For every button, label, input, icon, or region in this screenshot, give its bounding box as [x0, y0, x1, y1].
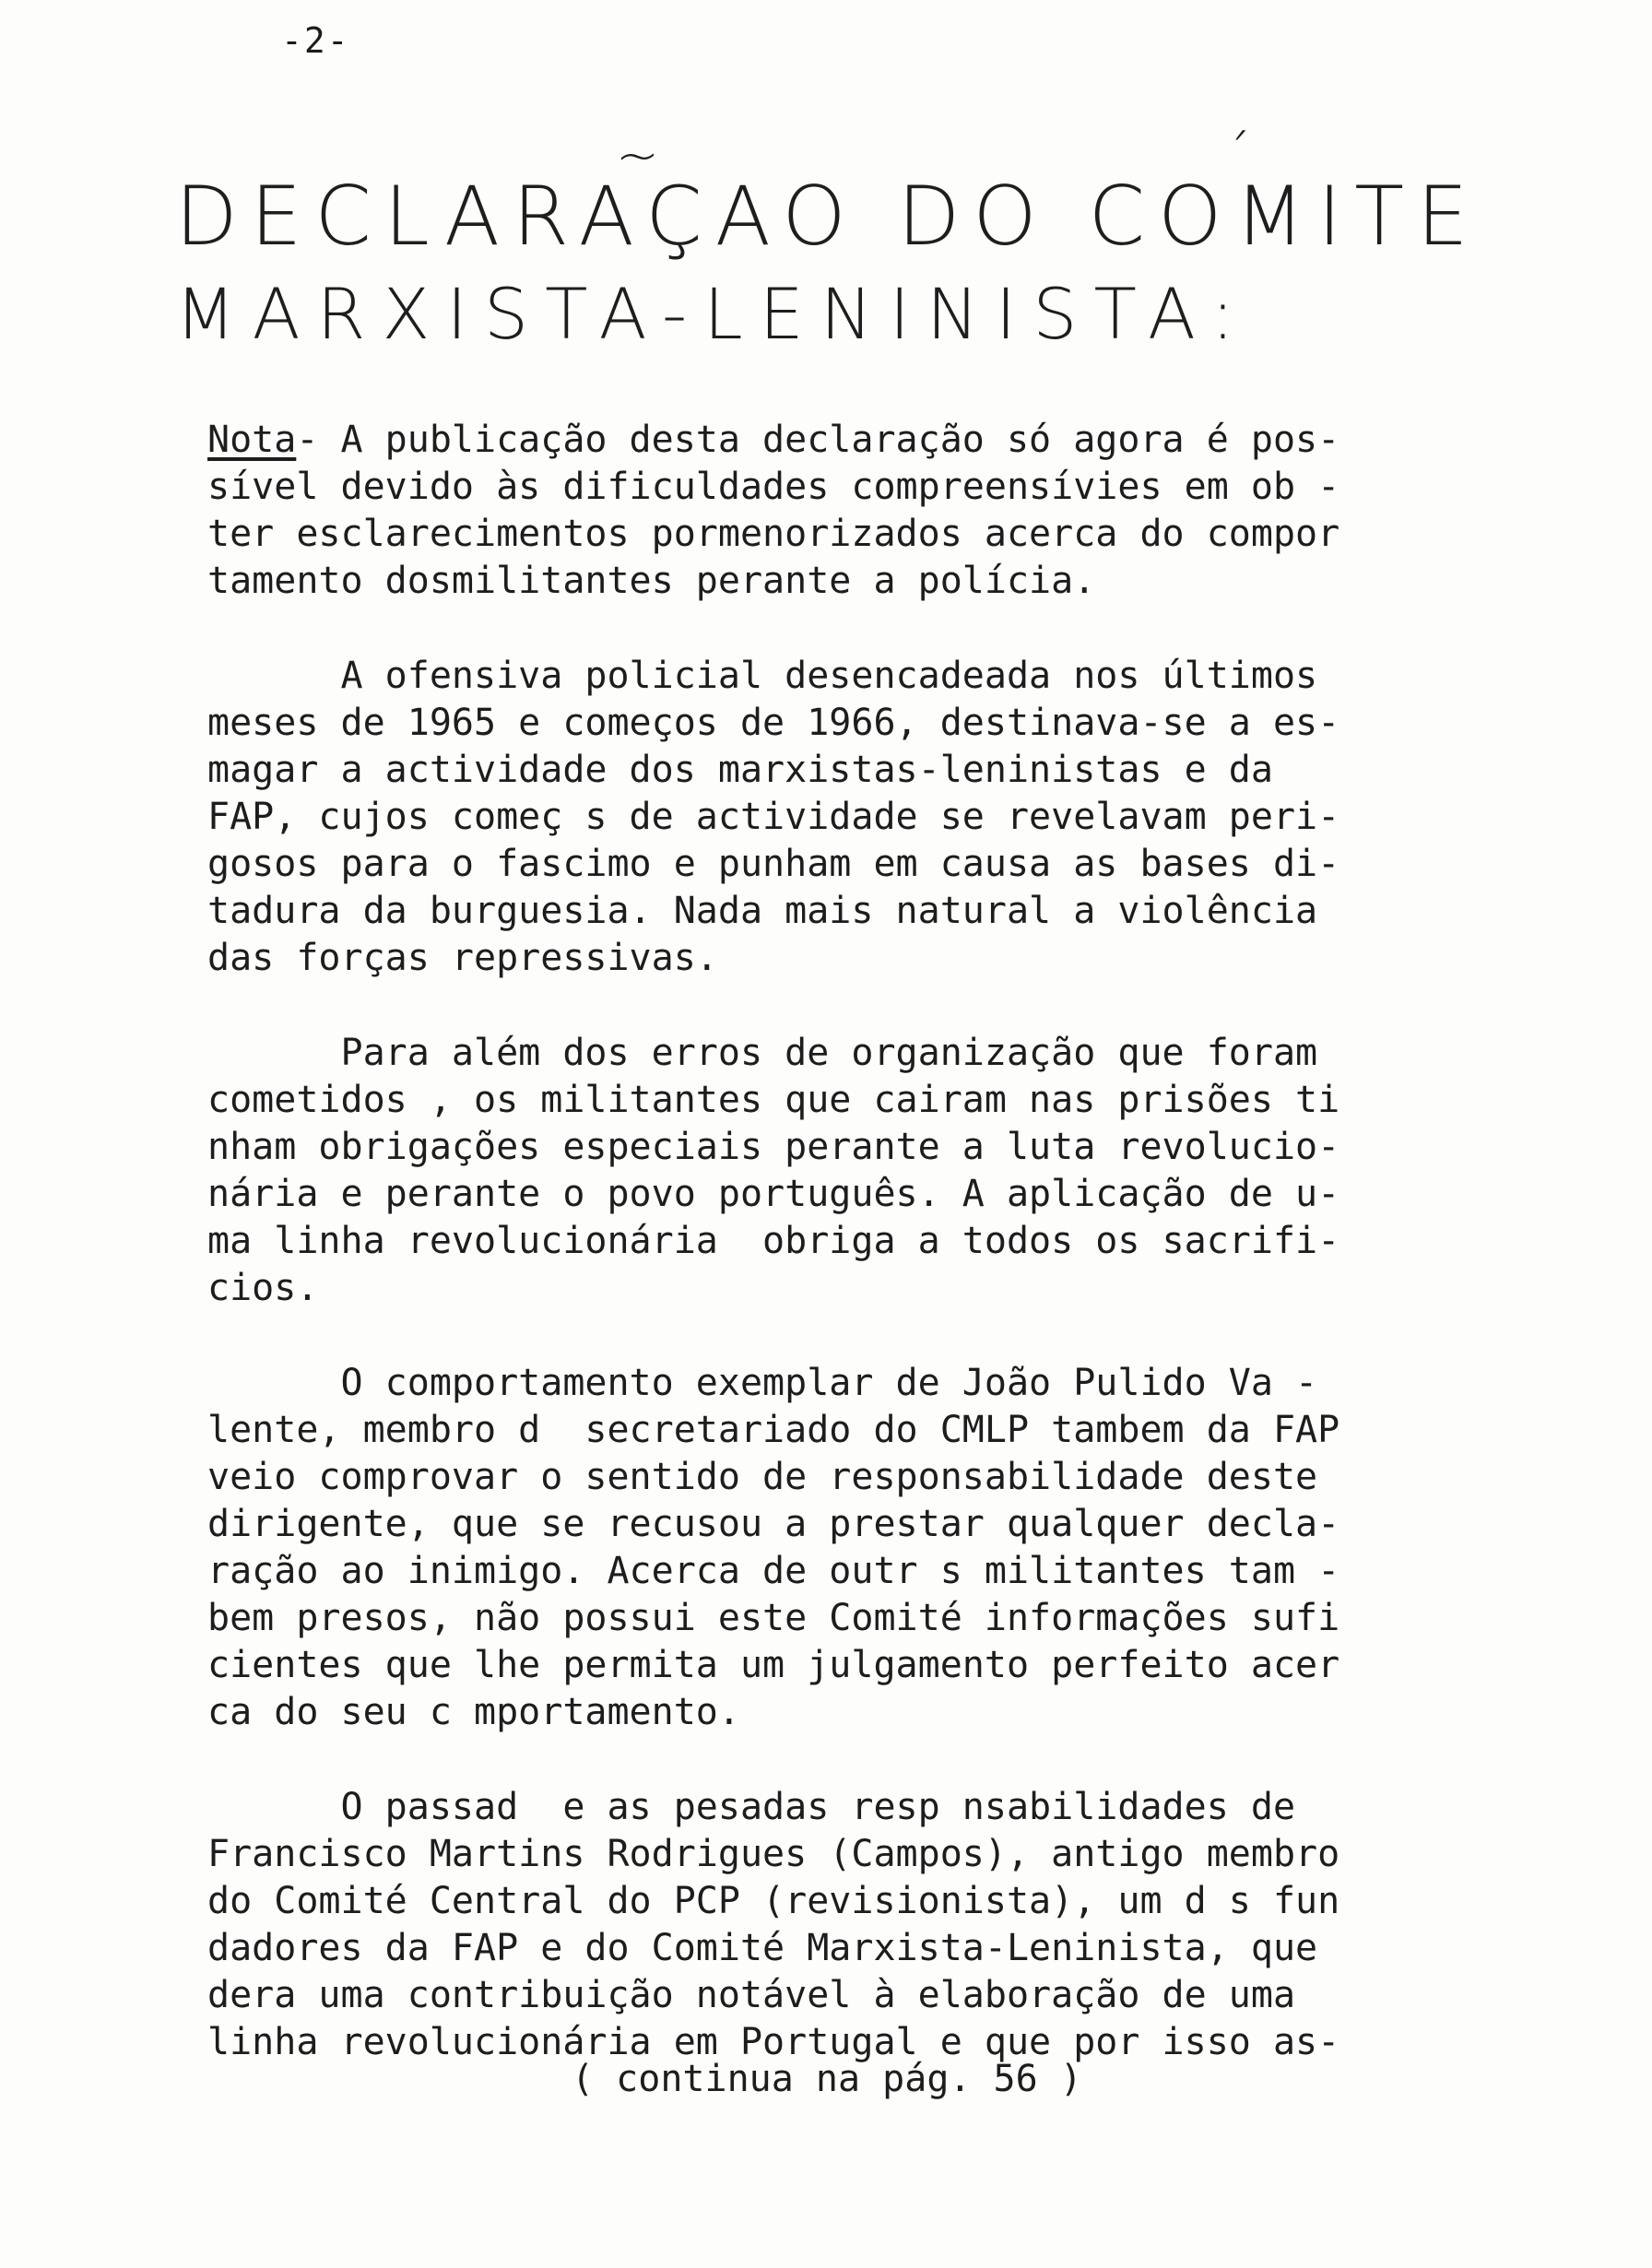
paragraph-line: nham obrigações especiais perante a luta revolucio- [207, 1126, 1340, 1168]
note-paragraph [207, 417, 1516, 605]
note-line: sível devido às dificuldades compreensívies em ob - [207, 466, 1340, 508]
paragraph-line: gosos para o fascimo e punham em causa as bases di- [207, 843, 1340, 885]
note-line [207, 417, 1516, 464]
paragraph-line: FAP, cujos começ s de actividade se revelavam peri- [207, 796, 1340, 838]
page-number: -2- [281, 20, 350, 61]
title-line-2: MARXISTA-LENINISTA: [175, 273, 1252, 355]
note-line-text: - A publicação desta declaração só agora é pos- [296, 419, 1340, 461]
title-tilde-mark: ~ [616, 126, 659, 186]
paragraph-line: O comportamento exemplar de João Pulido Va - [207, 1362, 1318, 1404]
paragraph-line: cometidos , os militantes que cairam nas prisões ti [207, 1079, 1340, 1121]
paragraph-line: lente, membro d secretariado do CMLP tambem da FAP [207, 1409, 1340, 1451]
paragraph-line: ração ao inimigo. Acerca de outr s militantes tam - [207, 1550, 1340, 1592]
paragraph-line: bem presos, não possui este Comité informações sufi [207, 1597, 1340, 1639]
paragraph-line: veio comprovar o sentido de responsabilidade deste [207, 1456, 1318, 1498]
paragraph-gap [207, 1736, 1516, 1784]
paragraph-line: das forças repressivas. [207, 937, 718, 979]
paragraph-line: do Comité Central do PCP (revisionista), um d s fun [207, 1880, 1340, 1922]
paragraph-exemplary-behavior [207, 1360, 1516, 1736]
paragraph-past-responsibilities [207, 1784, 1516, 2066]
paragraph-line: cientes que lhe permita um julgamento perfeito acer [207, 1644, 1340, 1686]
continuation-note: ( continua na pág. 56 ) [572, 2058, 1082, 2100]
paragraph-organization-errors [207, 1030, 1516, 1312]
paragraph-line: O passad e as pesadas resp nsabilidades de [207, 1786, 1296, 1828]
paragraph-line: meses de 1965 e começos de 1966, destinava-se a es- [207, 702, 1340, 744]
paragraph-line: A ofensiva policial desencadeada nos últimos [207, 655, 1318, 697]
paragraph-line: linha revolucionária em Portugal e que por isso as- [207, 2021, 1340, 2063]
title-accent-mark: ´ [1226, 124, 1252, 184]
paragraph-line: cios. [207, 1267, 319, 1309]
paragraph-line: ca do seu c mportamento. [207, 1691, 740, 1733]
paragraph-line: Francisco Martins Rodrigues (Campos), antigo membro [207, 1833, 1340, 1875]
paragraph-line: magar a actividade dos marxistas-leninistas e da [207, 749, 1273, 791]
paragraph-line: ma linha revolucionária obriga a todos os sacrifi- [207, 1220, 1340, 1262]
note-line: tamento dosmilitantes perante a polícia. [207, 560, 1096, 602]
paragraph-offensive [207, 653, 1516, 982]
paragraph-line: dera uma contribuição notável à elaboração de uma [207, 1974, 1296, 2016]
declaration-body [207, 417, 1516, 2066]
paragraph-line: tadura da burguesia. Nada mais natural a violência [207, 890, 1318, 932]
paragraph-gap [207, 605, 1516, 653]
paragraph-line: Para além dos erros de organização que foram [207, 1032, 1318, 1074]
note-line: ter esclarecimentos pormenorizados acerca do compor [207, 513, 1340, 555]
title-line-1: DECLARAÇAO DO COMITE [175, 169, 1481, 264]
note-label: Nota [207, 419, 297, 461]
paragraph-gap [207, 1312, 1516, 1360]
paragraph-line: nária e perante o povo português. A aplicação de u- [207, 1173, 1340, 1215]
paragraph-line: dirigente, que se recusou a prestar qualquer decla- [207, 1503, 1340, 1545]
paragraph-gap [207, 982, 1516, 1030]
declaration-title [175, 124, 1481, 360]
paragraph-line: dadores da FAP e do Comité Marxista-Leninista, que [207, 1927, 1318, 1969]
